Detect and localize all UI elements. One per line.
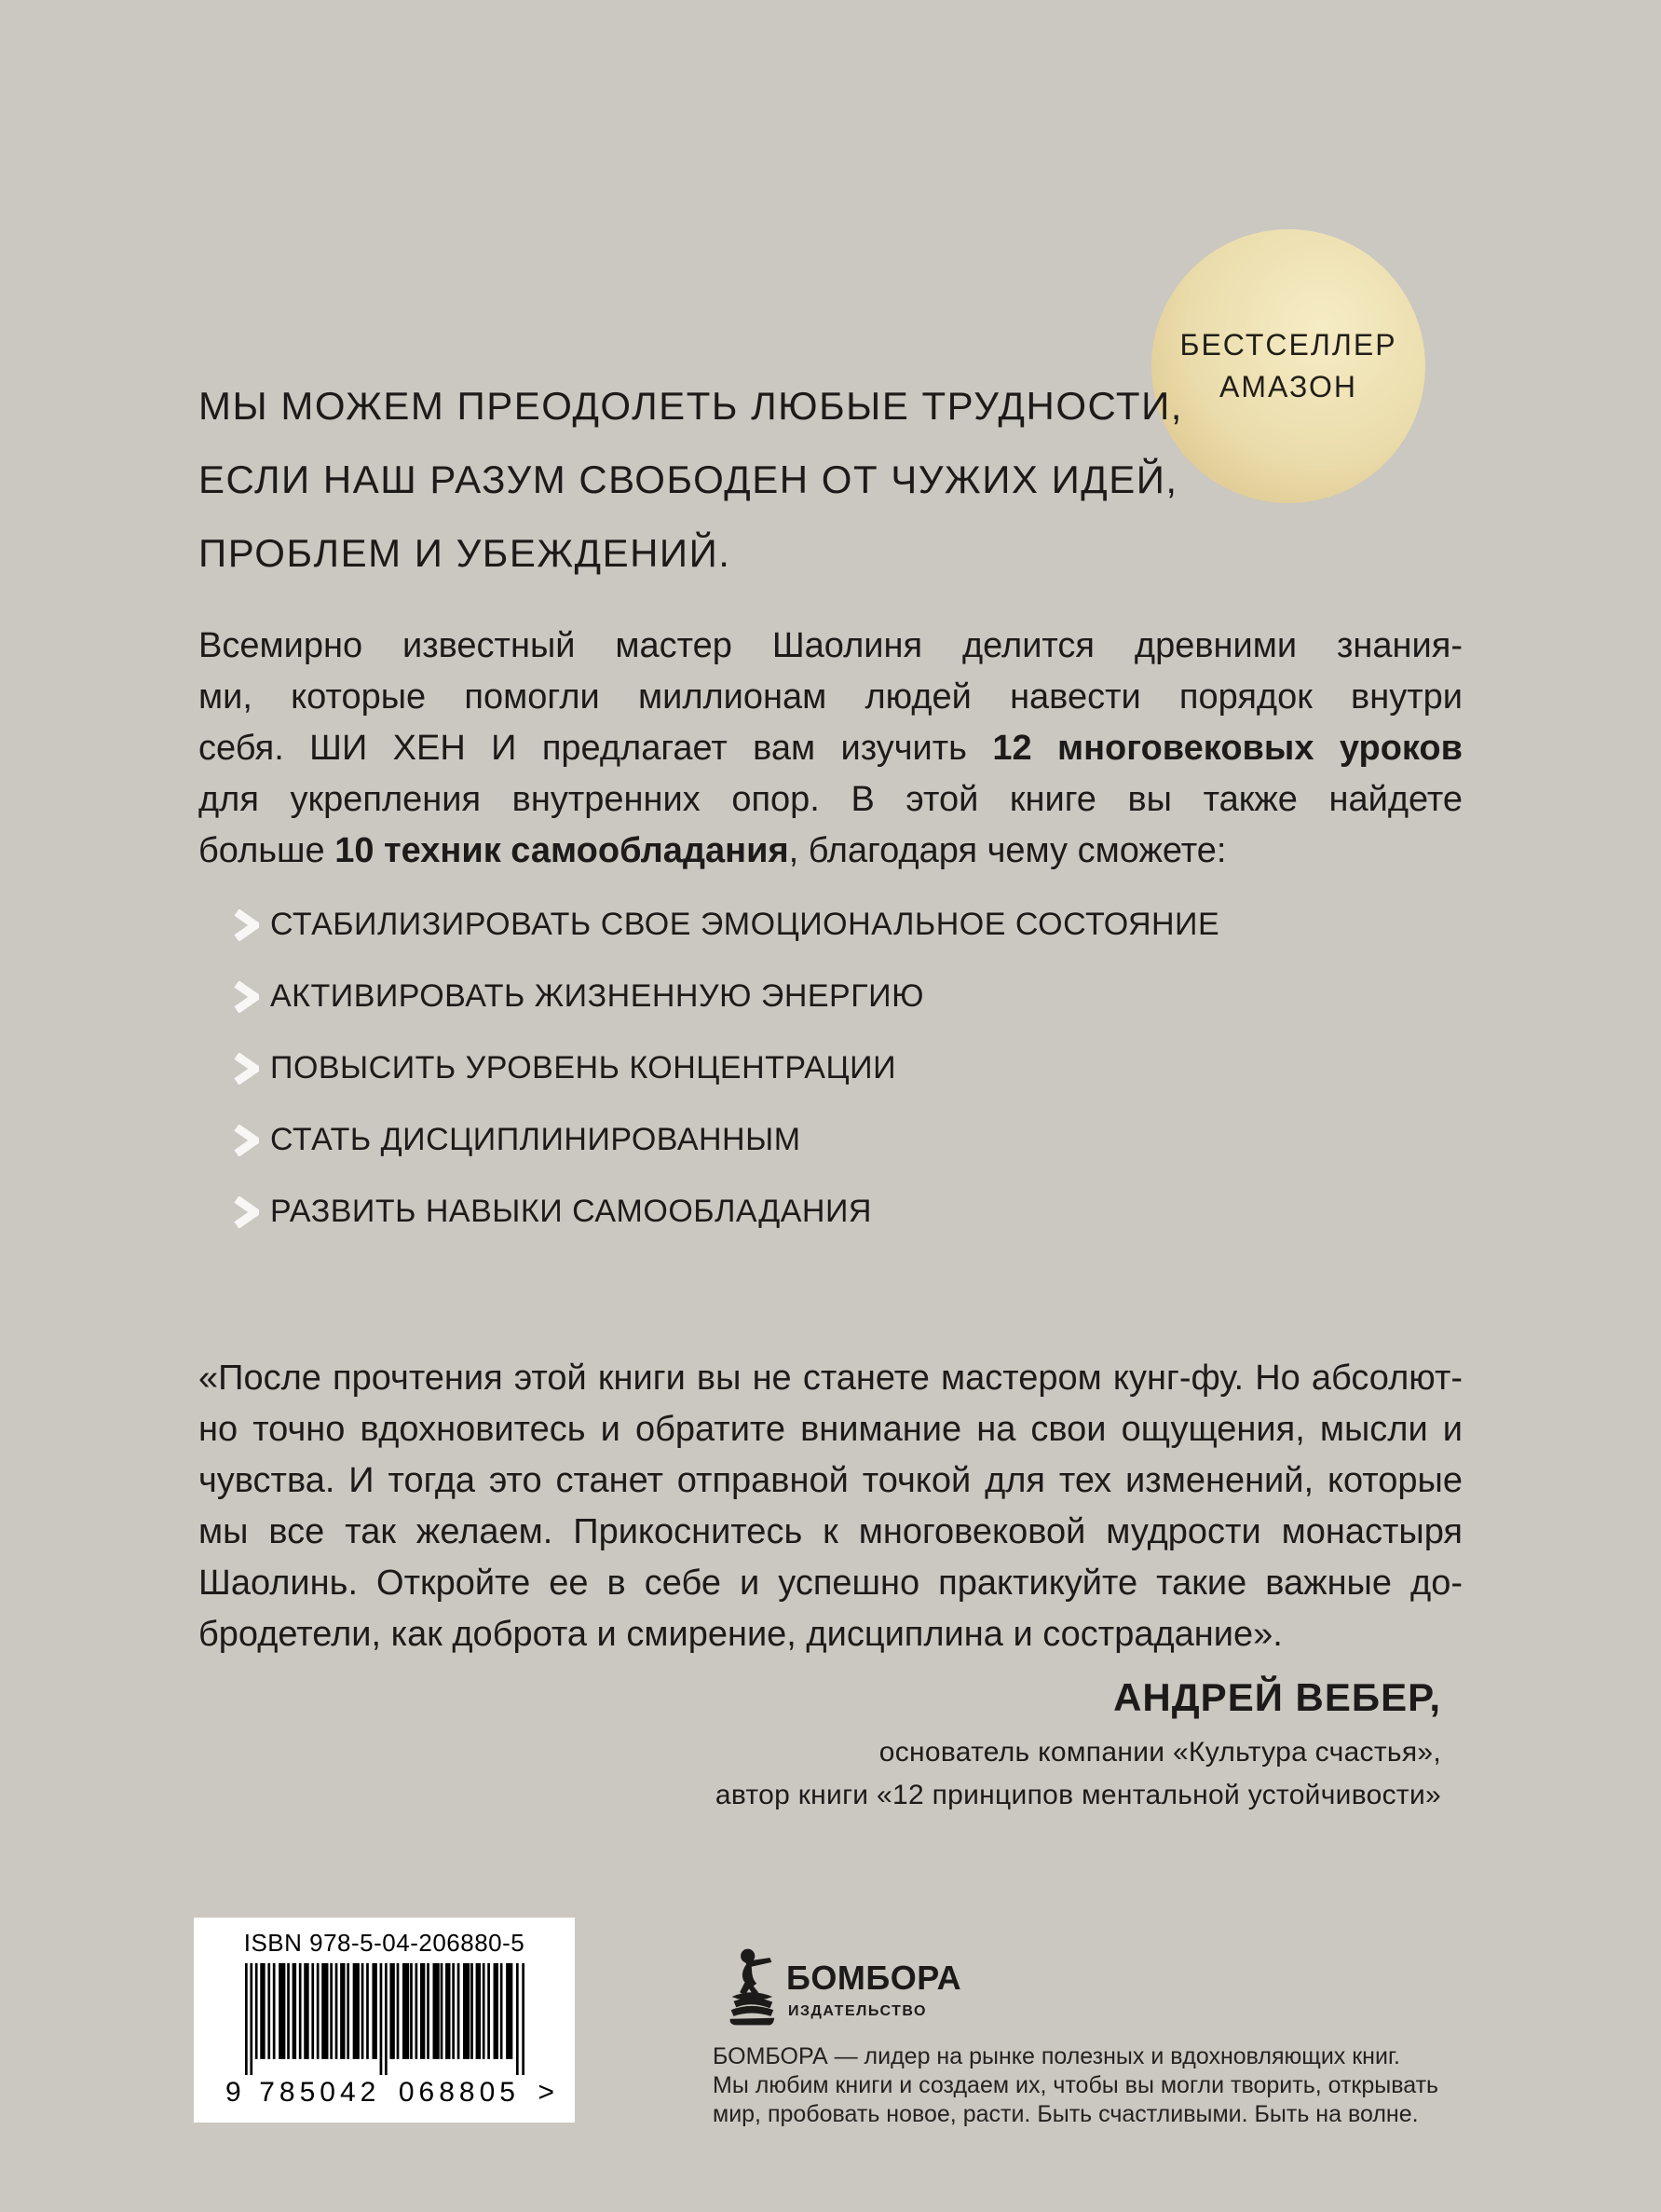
text-segment: больше <box>198 831 335 870</box>
barcode-icon <box>245 1963 524 2075</box>
publisher-name: БОМБОРА <box>786 1959 962 1997</box>
intro-line <box>198 723 1463 774</box>
text-segment: , благодаря чему сможете: <box>788 831 1227 870</box>
headline <box>198 369 1223 590</box>
publisher-tagline <box>713 2042 1477 2129</box>
emphasized-text: 10 техник самообладания <box>334 831 789 870</box>
list-item <box>233 977 1397 1049</box>
intro-line <box>198 774 1463 826</box>
quote-line: Шаолинь. Откройте ее в себе и успешно практикуйте такие важные до- <box>198 1563 1463 1603</box>
quote-line: но точно вдохновитесь и обратите внимание на свои ощущения, мысли и <box>198 1410 1463 1449</box>
list-item-label: РАЗВИТЬ НАВЫКИ САМООБЛАДАНИЯ <box>270 1194 872 1229</box>
badge-line-1: БЕСТСЕЛЛЕР <box>1179 328 1397 362</box>
isbn-label: ISBN 978-5-04-206880-5 <box>243 1929 525 1957</box>
tagline-line: БОМБОРА — лидер на рынке полезных и вдохновляющих книг. <box>713 2043 1400 2069</box>
quote-line: «После прочтения этой книги вы не станете мастером кунг-фу. Но абсолют- <box>198 1359 1463 1398</box>
text-segment: ми, которые помогли миллионам людей навести порядок внутри <box>198 677 1463 717</box>
chevron-right-icon <box>233 909 259 941</box>
text-segment: Всемирно известный мастер Шаолиня делится древними знания- <box>198 626 1463 665</box>
attribution-role: основатель компании «Культура счастья», <box>878 1737 1441 1768</box>
tagline-line: Мы любим книги и создаем их, чтобы вы могли творить, открывать <box>713 2072 1439 2098</box>
quote-line: чувства. И тогда это станет отправной точкой для тех изменений, которые <box>198 1461 1463 1500</box>
chevron-right-icon <box>233 1196 259 1228</box>
intro-line <box>198 826 1463 877</box>
attribution-name: АНДРЕЙ ВЕБЕР, <box>1113 1675 1441 1719</box>
list-item <box>233 1121 1397 1193</box>
barcode-digit-group: 785042 <box>259 2077 381 2108</box>
list-item <box>233 906 1397 977</box>
chevron-right-icon <box>233 981 259 1013</box>
headline-line: ПРОБЛЕМ И УБЕЖДЕНИЙ. <box>198 531 731 575</box>
list-item-label: АКТИВИРОВАТЬ ЖИЗНЕННУЮ ЭНЕРГИЮ <box>270 978 924 1014</box>
intro-paragraph <box>198 621 1463 877</box>
endorsement-quote <box>198 1353 1463 1660</box>
quote-line: бродетели, как доброта и смирение, дисциплина и сострадание». <box>198 1615 1283 1654</box>
headline-line: ЕСЛИ НАШ РАЗУМ СВОБОДЕН ОТ ЧУЖИХ ИДЕЙ, <box>198 457 1178 501</box>
intro-line <box>198 672 1463 723</box>
list-item-label: СТАТЬ ДИСЦИПЛИНИРОВАННЫМ <box>270 1122 801 1157</box>
barcode-digit-group: 9 <box>225 2077 241 2108</box>
badge-line-2: АМАЗОН <box>1219 370 1357 403</box>
emphasized-text: 12 многовековых уроков <box>992 729 1463 768</box>
quote-attribution <box>198 1672 1441 1817</box>
bombora-surfer-icon <box>725 1947 778 2027</box>
list-item-label: ПОВЫСИТЬ УРОВЕНЬ КОНЦЕНТРАЦИИ <box>270 1050 897 1086</box>
barcode-digits <box>194 2077 575 2109</box>
text-segment: для укрепления внутренних опор. В этой книге вы также найдете <box>198 780 1463 819</box>
headline-line: МЫ МОЖЕМ ПРЕОДОЛЕТЬ ЛЮБЫЕ ТРУДНОСТИ, <box>198 384 1183 428</box>
list-item <box>233 1193 1397 1264</box>
publisher-subtitle: ИЗДАТЕЛЬСТВО <box>788 2003 927 2019</box>
tagline-line: мир, пробовать новое, расти. Быть счастливыми. Быть на волне. <box>713 2101 1419 2127</box>
chevron-right-icon <box>233 1125 259 1156</box>
intro-line <box>198 621 1463 672</box>
quote-line: мы все так желаем. Прикоснитесь к многовековой мудрости монастыря <box>198 1512 1463 1551</box>
text-segment: себя. ШИ ХЕН И предлагает вам изучить <box>198 729 993 768</box>
list-item <box>233 1049 1397 1121</box>
isbn-barcode-panel <box>194 1918 575 2123</box>
list-item-label: СТАБИЛИЗИРОВАТЬ СВОЕ ЭМОЦИОНАЛЬНОЕ СОСТОЯНИЕ <box>270 907 1220 942</box>
chevron-right-icon <box>233 1053 259 1085</box>
barcode-arrow: > <box>538 2077 554 2108</box>
barcode-digit-group: 068805 <box>398 2077 520 2108</box>
attribution-role: автор книги «12 принципов ментальной устойчивости» <box>715 1780 1441 1810</box>
benefits-list <box>233 906 1397 1264</box>
